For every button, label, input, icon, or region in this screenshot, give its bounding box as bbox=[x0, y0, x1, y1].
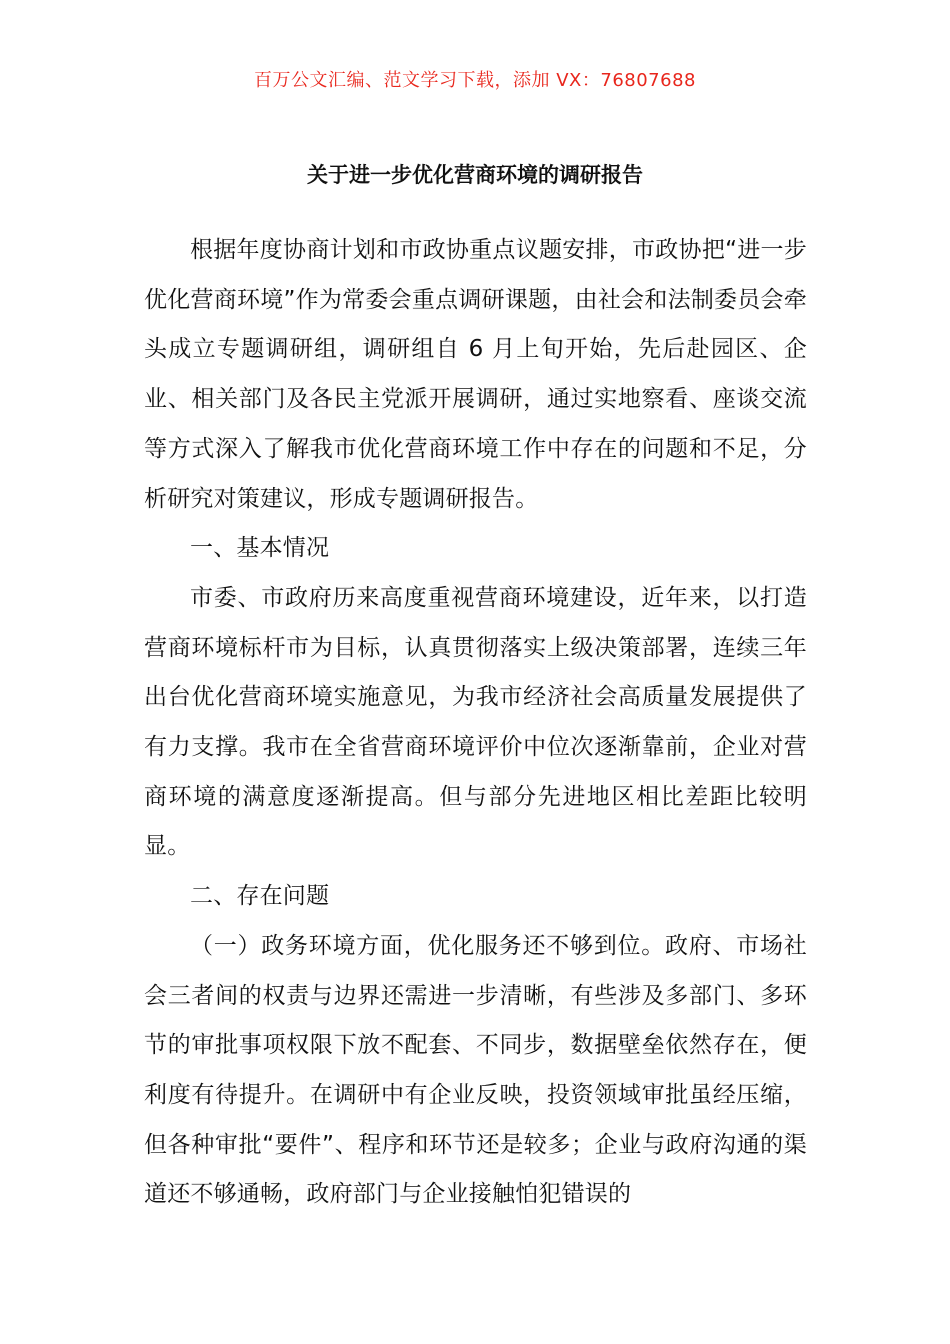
paragraph-problem-1: （一）政务环境方面，优化服务还不够到位。政府、市场社会三者间的权责与边界还需进一步清晰，有些涉及多部门、多环节的审批事项权限下放不配套、不同步，数据壁垒依然存在，便利度有待提升。在调研中有企业反映，投资领域审批虽经压缩，但各种审批“要件”、程序和环节还是较多；企业与政府沟通的渠道还不够通畅，政府部门与企业接触怕犯错误的 bbox=[144, 932, 807, 1208]
header-note: 百万公文汇编、范文学习下载，添加 VX：76807688 bbox=[254, 70, 696, 91]
paragraph-basic-situation: 市委、市政府历来高度重视营商环境建设，近年来，以打造营商环境标杆市为目标，认真贯彻落实上级决策部署，连续三年出台优化营商环境实施意见，为我市经济社会高质量发展提供了有力支撑。我市在全省营商环境评价中位次逐渐靠前，企业对营商环境的满意度逐渐提高。但与部分先进地区相比差距比较明显。 bbox=[144, 584, 807, 860]
document-title: 关于进一步优化营商环境的调研报告 bbox=[307, 163, 643, 187]
paragraph-intro: 根据年度协商计划和市政协重点议题安排，市政协把“进一步优化营商环境”作为常委会重点调研课题，由社会和法制委员会牵头成立专题调研组，调研组自 6 月上旬开始，先后赴园区、企业、相关部门及各民主党派开展调研，通过实地察看、座谈交流等方式深入了解我市优化营商环境工作中存在的问题和不足，分析研究对策建议，形成专题调研报告。 bbox=[144, 237, 807, 512]
document-body bbox=[144, 226, 807, 1220]
section-heading-basic: 一、基本情况 bbox=[190, 535, 330, 562]
section-heading-problems: 二、存在问题 bbox=[190, 883, 330, 910]
